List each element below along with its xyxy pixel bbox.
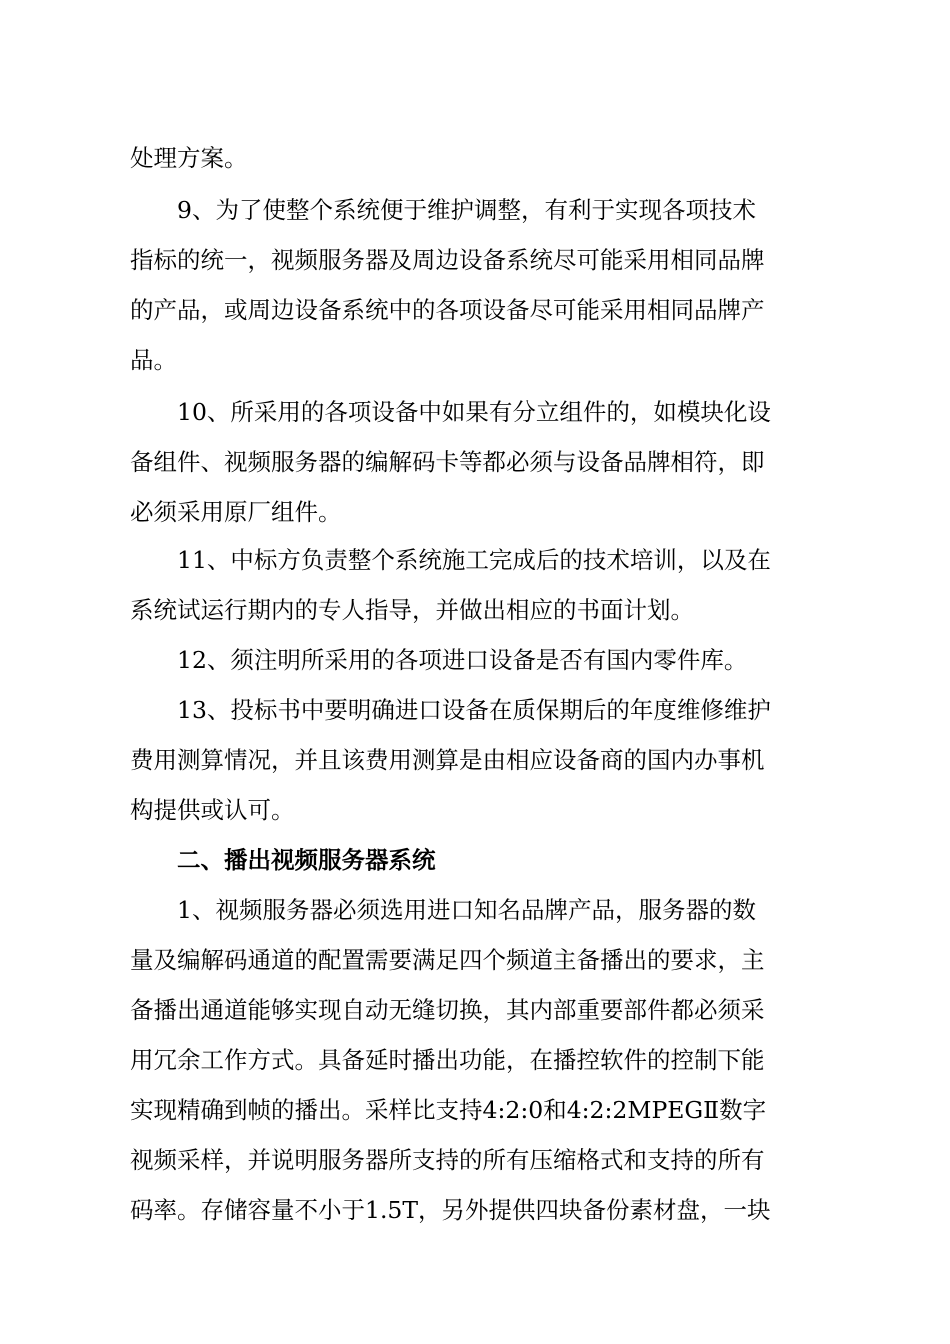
text-line-content: 12、须注明所采用的各项进口设备是否有国内零件库。 <box>177 646 748 674</box>
text-line <box>0 990 950 1030</box>
paragraph-item-12 <box>0 640 950 680</box>
section-heading-text: 二、播出视频服务器系统 <box>177 846 436 874</box>
text-line <box>0 442 950 482</box>
text-line-content: 指标的统一，视频服务器及周边设备系统尽可能采用相同品牌 <box>130 246 765 274</box>
text-line <box>0 1040 950 1080</box>
text-line-content: 的产品，或周边设备系统中的各项设备尽可能采用相同品牌产 <box>130 296 765 324</box>
text-line-content: 备组件、视频服务器的编解码卡等都必须与设备品牌相符，即 <box>130 448 765 476</box>
text-line <box>0 1140 950 1180</box>
paragraph-item-9 <box>0 190 950 230</box>
text-line-content: 用冗余工作方式。具备延时播出功能，在播控软件的控制下能 <box>130 1046 765 1074</box>
text-line-content: 11、中标方负责整个系统施工完成后的技术培训，以及在 <box>177 546 771 574</box>
text-line-content: 1、视频服务器必须选用进口知名品牌产品，服务器的数 <box>177 896 756 924</box>
text-line-content: 10、所采用的各项设备中如果有分立组件的，如模块化设 <box>177 398 771 426</box>
text-line-content: 备播出通道能够实现自动无缝切换，其内部重要部件都必须采 <box>130 996 765 1024</box>
text-line-content: 实现精确到帧的播出。采样比支持4:2:0和4:2:2MPEGⅡ数字 <box>130 1096 767 1124</box>
text-line <box>0 1090 950 1130</box>
text-line <box>0 940 950 980</box>
text-line <box>0 740 950 780</box>
text-line-content: 构提供或认可。 <box>130 796 295 824</box>
text-line <box>0 590 950 630</box>
text-line <box>0 340 950 380</box>
text-line <box>0 790 950 830</box>
paragraph-item-13 <box>0 690 950 730</box>
text-line <box>0 290 950 330</box>
text-line-content: 视频采样，并说明服务器所支持的所有压缩格式和支持的所有 <box>130 1146 765 1174</box>
text-line <box>0 492 950 532</box>
text-line-content: 系统试运行期内的专人指导，并做出相应的书面计划。 <box>130 596 694 624</box>
text-line <box>0 240 950 280</box>
text-line-content: 码率。存储容量不小于1.5T，另外提供四块备份素材盘，一块 <box>130 1196 771 1224</box>
text-line-content: 9、为了使整个系统便于维护调整，有利于实现各项技术 <box>177 196 756 224</box>
text-line-content: 品。 <box>130 346 177 374</box>
text-line-content: 处理方案。 <box>130 144 248 172</box>
text-line-content: 13、投标书中要明确进口设备在质保期后的年度维修维护 <box>177 696 771 724</box>
paragraph-item-10 <box>0 392 950 432</box>
paragraph-item-11 <box>0 540 950 580</box>
section-heading <box>0 840 950 880</box>
text-line <box>0 138 950 178</box>
text-line <box>0 1190 950 1230</box>
text-line-content: 量及编解码通道的配置需要满足四个频道主备播出的要求，主 <box>130 946 765 974</box>
paragraph-item-1 <box>0 890 950 930</box>
text-line-content: 必须采用原厂组件。 <box>130 498 342 526</box>
text-line-content: 费用测算情况，并且该费用测算是由相应设备商的国内办事机 <box>130 746 765 774</box>
